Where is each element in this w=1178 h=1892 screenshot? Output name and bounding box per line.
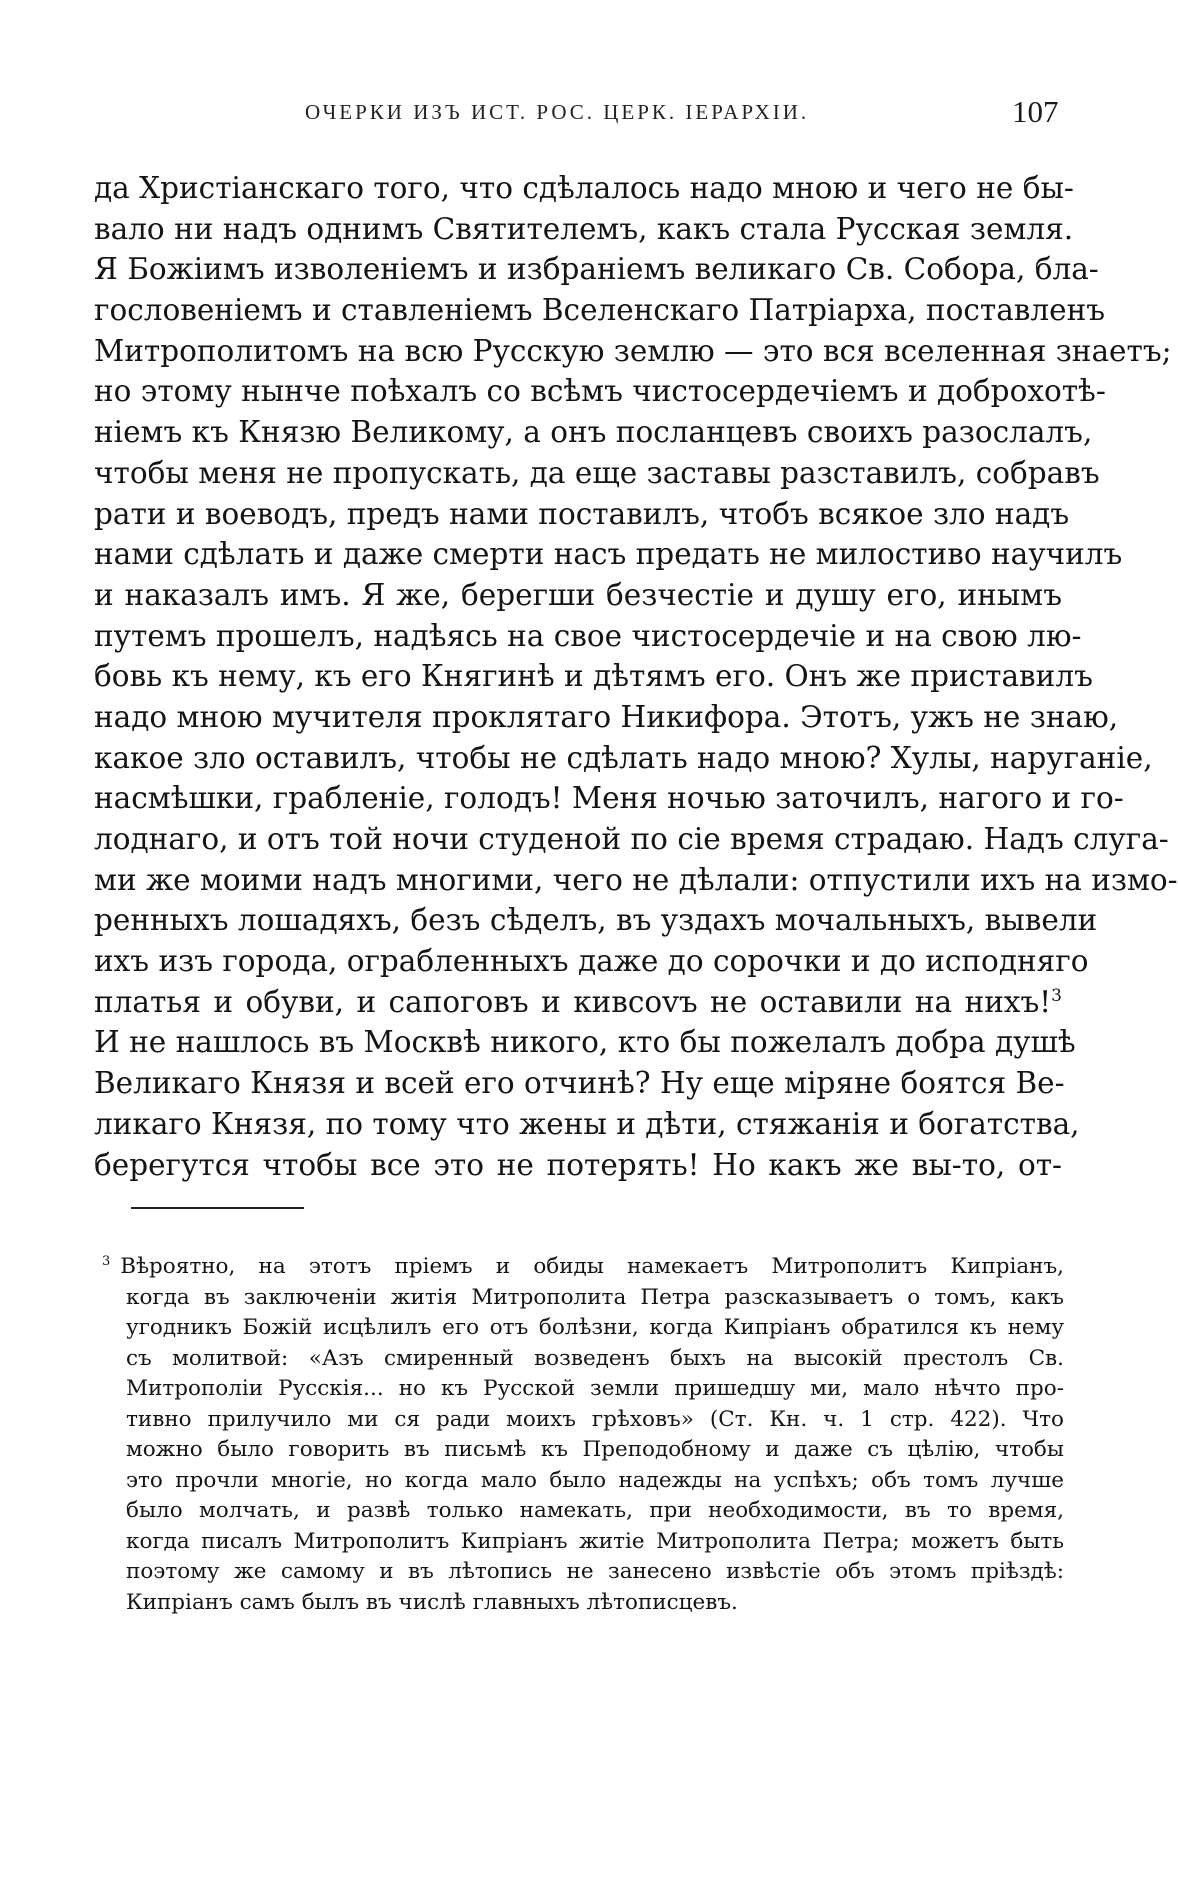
text-line: ренныхъ лошадяхъ, безъ сѣделъ, въ уздахъ мочальныхъ, вывели bbox=[94, 903, 1098, 938]
text-line: Я Божіимъ изволеніемъ и избраніемъ великаго Св. Собора, бла- bbox=[94, 252, 1099, 287]
footnote-marker: 3 bbox=[102, 1253, 111, 1269]
text-line: насмѣшки, грабленіе, голодъ! Меня ночью заточилъ, нагого и го- bbox=[94, 781, 1124, 816]
text-line: лоднаго, и отъ той ночи студеной по сіе время страдаю. Надъ слуга- bbox=[94, 822, 1169, 856]
text-line: рати и воеводъ, предъ нами поставилъ, чтобъ всякое зло надъ bbox=[94, 496, 1070, 531]
text-line: гословеніемъ и ставленіемъ Вселенскаго Патріарха, поставленъ bbox=[94, 293, 1106, 328]
text-line: ликаго Князя, по тому что жены и дѣти, стяжанія и богатства, bbox=[94, 1106, 1080, 1141]
text-line: Митрополитомъ на всю Русскую землю — это вся вселенная знаетъ; bbox=[94, 333, 1172, 368]
footnote-line: когда въ заключеніи житія Митрополита Петра разсказываетъ о томъ, какъ bbox=[126, 1284, 1064, 1310]
text-line-with-footnote-ref bbox=[94, 982, 1062, 1023]
text-line: бовь къ нему, къ его Княгинѣ и дѣтямъ его. Онъ же приставилъ bbox=[94, 659, 1093, 694]
text-line: ми же моими надъ многими, чего не дѣлали: отпустили ихъ на измо- bbox=[94, 862, 1178, 897]
footnote-divider bbox=[131, 1207, 304, 1209]
main-text bbox=[94, 168, 1178, 1185]
footnote-line: съ молитвой: «Азъ смиренный возведенъ быхъ на высокій престолъ Св. bbox=[126, 1345, 1064, 1371]
footnote-line-text: Вѣроятно, на этотъ пріемъ и обиды намекаетъ Митрополитъ Кипріанъ, bbox=[120, 1254, 1064, 1279]
text-line: платья и обуви, и сапоговъ и кивcovъ не оставили на нихъ! bbox=[94, 984, 1052, 1019]
page-number: 107 bbox=[1012, 94, 1059, 129]
footnote-reference: 3 bbox=[1051, 985, 1062, 1006]
footnote-line: это прочли многіе, но когда мало было надежды на успѣхъ; объ томъ лучше bbox=[126, 1467, 1064, 1493]
footnote-line: поэтому же самому и въ лѣтопись не занесено извѣстіе объ этомъ пріѣздѣ: bbox=[126, 1559, 1064, 1584]
text-line: ніемъ къ Князю Великому, а онъ посланцевъ своихъ разослалъ, bbox=[94, 415, 1093, 450]
text-line: И не нашлось въ Москвѣ никого, кто бы пожелалъ добра душѣ bbox=[94, 1025, 1076, 1060]
footnote bbox=[102, 1252, 1064, 1618]
text-line: какое зло оставилъ, чтобы не сдѣлать надо мною? Хулы, наруганіе, bbox=[94, 740, 1153, 775]
footnote-line: было молчать, и развѣ только намекать, при необходимости, въ то время, bbox=[126, 1498, 1064, 1523]
footnote-line: когда писалъ Митрополитъ Кипріанъ житіе Митрополита Петра; можетъ быть bbox=[126, 1528, 1064, 1554]
text-line: берегутся чтобы все это не потерять! Но какъ же вы-то, от- bbox=[94, 1147, 1062, 1182]
text-line: чтобы меня не пропускать, да еще заставы разставилъ, собравъ bbox=[94, 455, 1100, 490]
text-line: вало ни надъ однимъ Святителемъ, какъ стала Русская земля. bbox=[94, 211, 1074, 246]
footnote-line: тивно прилучило ми ся ради моихъ грѣховъ» (Ст. Кн. ч. 1 стр. 422). Что bbox=[126, 1406, 1064, 1432]
text-line: надо мною мучителя проклятаго Никифора. Этотъ, ужъ не знаю, bbox=[94, 699, 1119, 734]
text-line: ихъ изъ города, ограбленныхъ даже до сорочки и до исподняго bbox=[94, 944, 1089, 979]
footnote-line: Митрополіи Русскія... но къ Русской земли пришедшу ми, мало нѣчто про- bbox=[126, 1376, 1064, 1401]
text-line: путемъ прошелъ, надѣясь на свое чистосердечіе и на свою лю- bbox=[94, 618, 1082, 653]
text-line: и наказалъ имъ. Я же, берегши безчестіе и душу его, инымъ bbox=[94, 577, 1062, 612]
footnote-line: можно было говорить въ письмѣ къ Преподобному и даже съ цѣлію, чтобы bbox=[126, 1437, 1064, 1462]
text-line: но этому нынче поѣхалъ со всѣмъ чистосердечіемъ и доброхотѣ- bbox=[94, 374, 1106, 409]
footnote-line: угодникъ Божій исцѣлилъ его отъ болѣзни, когда Кипріанъ обратился къ нему bbox=[126, 1315, 1064, 1340]
running-title: ОЧЕРКИ ИЗЪ ИСТ. РОС. ЦЕРК. ІЕРАРХІИ. bbox=[305, 100, 810, 124]
text-line: Великаго Князя и всей его отчинѣ? Ну еще міряне боятся Ве- bbox=[94, 1066, 1065, 1101]
text-line: нами сдѣлать и даже смерти насъ предать не милостиво научилъ bbox=[94, 537, 1123, 572]
footnote-line bbox=[102, 1252, 1064, 1283]
footnote-line: Кипріанъ самъ былъ въ числѣ главныхъ лѣтописцевъ. bbox=[126, 1589, 738, 1615]
text-line: да Христіанскаго того, что сдѣлалось надо мною и чего не бы- bbox=[94, 171, 1074, 205]
